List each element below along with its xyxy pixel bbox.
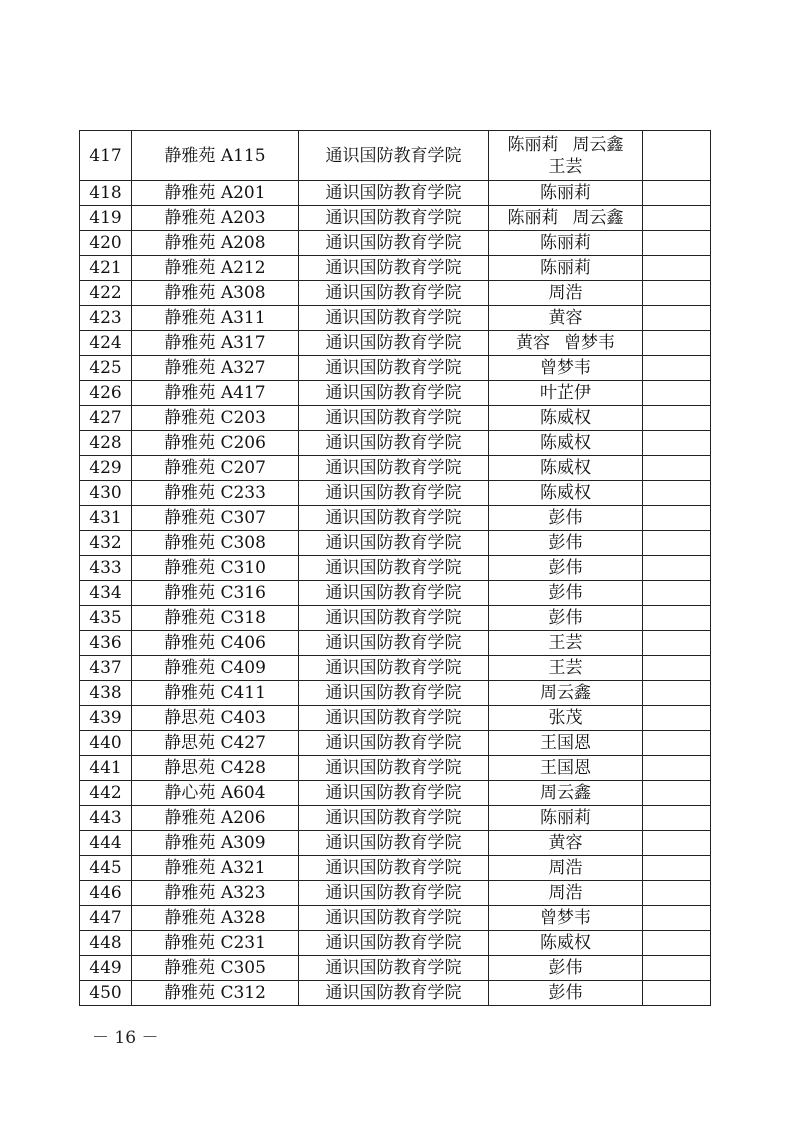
room-cell: 静雅苑 C310 bbox=[132, 556, 299, 581]
staff-name: 陈威权 bbox=[540, 933, 591, 953]
row-number-cell: 424 bbox=[80, 331, 132, 356]
college-cell: 通识国防教育学院 bbox=[299, 306, 489, 331]
table-row bbox=[80, 881, 711, 906]
room-cell: 静雅苑 C316 bbox=[132, 581, 299, 606]
staff-names bbox=[491, 134, 640, 178]
staff-name: 黄容 bbox=[516, 333, 550, 353]
staff-cell bbox=[489, 356, 643, 381]
staff-name: 周云鑫 bbox=[540, 783, 591, 803]
staff-name: 周浩 bbox=[548, 283, 583, 303]
table-row bbox=[80, 181, 711, 206]
staff-cell bbox=[489, 481, 643, 506]
staff-line bbox=[491, 134, 640, 156]
table-row bbox=[80, 506, 711, 531]
table-row bbox=[80, 831, 711, 856]
row-number-cell: 418 bbox=[80, 181, 132, 206]
note-cell bbox=[643, 531, 711, 556]
note-cell bbox=[643, 631, 711, 656]
note-cell bbox=[643, 356, 711, 381]
staff-name: 陈威权 bbox=[540, 433, 591, 453]
staff-cell bbox=[489, 931, 643, 956]
college-cell: 通识国防教育学院 bbox=[299, 631, 489, 656]
table-row bbox=[80, 356, 711, 381]
note-cell bbox=[643, 481, 711, 506]
row-number-cell: 437 bbox=[80, 656, 132, 681]
table-row bbox=[80, 331, 711, 356]
staff-cell bbox=[489, 381, 643, 406]
college-cell: 通识国防教育学院 bbox=[299, 956, 489, 981]
row-number-cell: 422 bbox=[80, 281, 132, 306]
college-cell: 通识国防教育学院 bbox=[299, 356, 489, 381]
college-cell: 通识国防教育学院 bbox=[299, 681, 489, 706]
staff-cell bbox=[489, 681, 643, 706]
row-number-cell: 450 bbox=[80, 981, 132, 1006]
staff-cell bbox=[489, 181, 643, 206]
row-number-cell: 434 bbox=[80, 581, 132, 606]
row-number-cell: 448 bbox=[80, 931, 132, 956]
table-row bbox=[80, 731, 711, 756]
room-cell: 静雅苑 A212 bbox=[132, 256, 299, 281]
note-cell bbox=[643, 556, 711, 581]
staff-name: 周浩 bbox=[548, 858, 583, 878]
staff-cell bbox=[489, 456, 643, 481]
note-cell bbox=[643, 131, 711, 181]
room-cell: 静雅苑 C206 bbox=[132, 431, 299, 456]
staff-name: 周云鑫 bbox=[572, 134, 624, 155]
staff-name: 陈威权 bbox=[540, 458, 591, 478]
note-cell bbox=[643, 231, 711, 256]
note-cell bbox=[643, 181, 711, 206]
table-row bbox=[80, 306, 711, 331]
college-cell: 通识国防教育学院 bbox=[299, 181, 489, 206]
staff-cell bbox=[489, 856, 643, 881]
room-cell: 静雅苑 A308 bbox=[132, 281, 299, 306]
row-number-cell: 436 bbox=[80, 631, 132, 656]
room-cell: 静雅苑 A417 bbox=[132, 381, 299, 406]
staff-cell bbox=[489, 731, 643, 756]
staff-cell bbox=[489, 806, 643, 831]
row-number-cell: 435 bbox=[80, 606, 132, 631]
college-cell: 通识国防教育学院 bbox=[299, 531, 489, 556]
room-cell: 静雅苑 C411 bbox=[132, 681, 299, 706]
room-cell: 静雅苑 A323 bbox=[132, 881, 299, 906]
staff-cell bbox=[489, 656, 643, 681]
college-cell: 通识国防教育学院 bbox=[299, 581, 489, 606]
college-cell: 通识国防教育学院 bbox=[299, 431, 489, 456]
row-number-cell: 449 bbox=[80, 956, 132, 981]
college-cell: 通识国防教育学院 bbox=[299, 206, 489, 231]
note-cell bbox=[643, 331, 711, 356]
table-row bbox=[80, 131, 711, 181]
row-number-cell: 421 bbox=[80, 256, 132, 281]
staff-name: 彭伟 bbox=[548, 608, 583, 628]
table-row bbox=[80, 606, 711, 631]
college-cell: 通识国防教育学院 bbox=[299, 906, 489, 931]
college-cell: 通识国防教育学院 bbox=[299, 381, 489, 406]
room-cell: 静雅苑 C307 bbox=[132, 506, 299, 531]
staff-cell bbox=[489, 206, 643, 231]
staff-name: 陈丽莉 bbox=[540, 258, 591, 278]
college-cell: 通识国防教育学院 bbox=[299, 131, 489, 181]
college-cell: 通识国防教育学院 bbox=[299, 931, 489, 956]
table-row bbox=[80, 256, 711, 281]
table-row bbox=[80, 531, 711, 556]
note-cell bbox=[643, 206, 711, 231]
college-cell: 通识国防教育学院 bbox=[299, 506, 489, 531]
staff-cell bbox=[489, 281, 643, 306]
college-cell: 通识国防教育学院 bbox=[299, 281, 489, 306]
room-cell: 静雅苑 A317 bbox=[132, 331, 299, 356]
table-row bbox=[80, 231, 711, 256]
room-cell: 静雅苑 C409 bbox=[132, 656, 299, 681]
staff-cell bbox=[489, 981, 643, 1006]
college-cell: 通识国防教育学院 bbox=[299, 856, 489, 881]
room-cell: 静雅苑 C233 bbox=[132, 481, 299, 506]
staff-name: 王国恩 bbox=[540, 733, 591, 753]
staff-name: 彭伟 bbox=[548, 583, 583, 603]
staff-cell bbox=[489, 506, 643, 531]
row-number-cell: 430 bbox=[80, 481, 132, 506]
table-row bbox=[80, 706, 711, 731]
row-number-cell: 420 bbox=[80, 231, 132, 256]
college-cell: 通识国防教育学院 bbox=[299, 406, 489, 431]
staff-name: 曾梦韦 bbox=[564, 333, 615, 353]
staff-cell bbox=[489, 631, 643, 656]
row-number-cell: 440 bbox=[80, 731, 132, 756]
table-row bbox=[80, 756, 711, 781]
table-row bbox=[80, 856, 711, 881]
room-cell: 静雅苑 A328 bbox=[132, 906, 299, 931]
note-cell bbox=[643, 756, 711, 781]
row-number-cell: 423 bbox=[80, 306, 132, 331]
college-cell: 通识国防教育学院 bbox=[299, 781, 489, 806]
note-cell bbox=[643, 731, 711, 756]
room-cell: 静雅苑 C203 bbox=[132, 406, 299, 431]
room-cell: 静雅苑 C308 bbox=[132, 531, 299, 556]
staff-name: 张茂 bbox=[548, 708, 583, 728]
table-row bbox=[80, 931, 711, 956]
college-cell: 通识国防教育学院 bbox=[299, 231, 489, 256]
staff-cell bbox=[489, 556, 643, 581]
table-row bbox=[80, 906, 711, 931]
row-number-cell: 446 bbox=[80, 881, 132, 906]
staff-name: 陈丽莉 bbox=[507, 208, 559, 228]
staff-name: 王芸 bbox=[548, 658, 583, 678]
row-number-cell: 445 bbox=[80, 856, 132, 881]
note-cell bbox=[643, 456, 711, 481]
room-cell: 静雅苑 C406 bbox=[132, 631, 299, 656]
room-cell: 静思苑 C403 bbox=[132, 706, 299, 731]
note-cell bbox=[643, 781, 711, 806]
college-cell: 通识国防教育学院 bbox=[299, 831, 489, 856]
note-cell bbox=[643, 431, 711, 456]
room-cell: 静雅苑 C318 bbox=[132, 606, 299, 631]
staff-name: 陈丽莉 bbox=[540, 808, 591, 828]
table-row bbox=[80, 281, 711, 306]
staff-name: 王国恩 bbox=[540, 758, 591, 778]
row-number-cell: 427 bbox=[80, 406, 132, 431]
note-cell bbox=[643, 881, 711, 906]
staff-cell bbox=[489, 956, 643, 981]
row-number-cell: 442 bbox=[80, 781, 132, 806]
table-row bbox=[80, 581, 711, 606]
staff-cell bbox=[489, 606, 643, 631]
staff-name: 周浩 bbox=[548, 883, 583, 903]
row-number-cell: 428 bbox=[80, 431, 132, 456]
table-row bbox=[80, 381, 711, 406]
college-cell: 通识国防教育学院 bbox=[299, 981, 489, 1006]
room-cell: 静雅苑 C312 bbox=[132, 981, 299, 1006]
room-cell: 静思苑 C428 bbox=[132, 756, 299, 781]
room-cell: 静雅苑 A327 bbox=[132, 356, 299, 381]
note-cell bbox=[643, 406, 711, 431]
note-cell bbox=[643, 931, 711, 956]
room-cell: 静雅苑 A311 bbox=[132, 306, 299, 331]
room-cell: 静雅苑 A206 bbox=[132, 806, 299, 831]
row-number-cell: 431 bbox=[80, 506, 132, 531]
staff-name: 周云鑫 bbox=[540, 683, 591, 703]
table-row bbox=[80, 681, 711, 706]
staff-name: 曾梦韦 bbox=[540, 358, 591, 378]
room-cell: 静雅苑 A203 bbox=[132, 206, 299, 231]
staff-name: 彭伟 bbox=[548, 533, 583, 553]
staff-cell bbox=[489, 306, 643, 331]
table-row bbox=[80, 956, 711, 981]
room-cell: 静思苑 C427 bbox=[132, 731, 299, 756]
row-number-cell: 419 bbox=[80, 206, 132, 231]
note-cell bbox=[643, 906, 711, 931]
row-number-cell: 417 bbox=[80, 131, 132, 181]
staff-cell bbox=[489, 881, 643, 906]
college-cell: 通识国防教育学院 bbox=[299, 606, 489, 631]
row-number-cell: 433 bbox=[80, 556, 132, 581]
room-cell: 静雅苑 A309 bbox=[132, 831, 299, 856]
staff-cell bbox=[489, 581, 643, 606]
note-cell bbox=[643, 281, 711, 306]
college-cell: 通识国防教育学院 bbox=[299, 806, 489, 831]
staff-name: 曾梦韦 bbox=[540, 908, 591, 928]
note-cell bbox=[643, 681, 711, 706]
staff-name: 叶芷伊 bbox=[540, 383, 591, 403]
staff-name: 王芸 bbox=[548, 156, 583, 177]
staff-cell bbox=[489, 331, 643, 356]
staff-cell bbox=[489, 906, 643, 931]
staff-name: 彭伟 bbox=[548, 983, 583, 1003]
room-cell: 静雅苑 A201 bbox=[132, 181, 299, 206]
table-row bbox=[80, 981, 711, 1006]
row-number-cell: 432 bbox=[80, 531, 132, 556]
staff-cell bbox=[489, 131, 643, 181]
staff-name: 陈威权 bbox=[540, 483, 591, 503]
table-row bbox=[80, 406, 711, 431]
staff-cell bbox=[489, 431, 643, 456]
room-cell: 静雅苑 C231 bbox=[132, 931, 299, 956]
note-cell bbox=[643, 981, 711, 1006]
staff-cell bbox=[489, 831, 643, 856]
note-cell bbox=[643, 806, 711, 831]
staff-cell bbox=[489, 531, 643, 556]
college-cell: 通识国防教育学院 bbox=[299, 706, 489, 731]
staff-name: 彭伟 bbox=[548, 508, 583, 528]
table-row bbox=[80, 206, 711, 231]
room-cell: 静雅苑 C305 bbox=[132, 956, 299, 981]
staff-name: 黄容 bbox=[548, 833, 583, 853]
room-cell: 静心苑 A604 bbox=[132, 781, 299, 806]
note-cell bbox=[643, 956, 711, 981]
row-number-cell: 439 bbox=[80, 706, 132, 731]
staff-name: 陈丽莉 bbox=[540, 183, 591, 203]
note-cell bbox=[643, 606, 711, 631]
college-cell: 通识国防教育学院 bbox=[299, 481, 489, 506]
college-cell: 通识国防教育学院 bbox=[299, 731, 489, 756]
table-row bbox=[80, 806, 711, 831]
college-cell: 通识国防教育学院 bbox=[299, 256, 489, 281]
row-number-cell: 447 bbox=[80, 906, 132, 931]
row-number-cell: 425 bbox=[80, 356, 132, 381]
college-cell: 通识国防教育学院 bbox=[299, 656, 489, 681]
dormitory-assignment-table bbox=[79, 130, 711, 1006]
staff-cell bbox=[489, 256, 643, 281]
note-cell bbox=[643, 306, 711, 331]
staff-name: 周云鑫 bbox=[572, 208, 624, 228]
table-row bbox=[80, 781, 711, 806]
staff-name: 彭伟 bbox=[548, 958, 583, 978]
table-body bbox=[80, 131, 711, 1006]
staff-name: 王芸 bbox=[548, 633, 583, 653]
staff-name: 陈丽莉 bbox=[507, 134, 559, 155]
college-cell: 通识国防教育学院 bbox=[299, 756, 489, 781]
staff-cell bbox=[489, 706, 643, 731]
staff-name: 陈丽莉 bbox=[540, 233, 591, 253]
table-row bbox=[80, 556, 711, 581]
note-cell bbox=[643, 856, 711, 881]
college-cell: 通识国防教育学院 bbox=[299, 456, 489, 481]
row-number-cell: 438 bbox=[80, 681, 132, 706]
note-cell bbox=[643, 506, 711, 531]
staff-cell bbox=[489, 231, 643, 256]
note-cell bbox=[643, 256, 711, 281]
row-number-cell: 426 bbox=[80, 381, 132, 406]
note-cell bbox=[643, 831, 711, 856]
row-number-cell: 429 bbox=[80, 456, 132, 481]
staff-cell bbox=[489, 756, 643, 781]
table-row bbox=[80, 656, 711, 681]
room-cell: 静雅苑 C207 bbox=[132, 456, 299, 481]
table-row bbox=[80, 481, 711, 506]
table-row bbox=[80, 431, 711, 456]
staff-cell bbox=[489, 781, 643, 806]
staff-name: 陈威权 bbox=[540, 408, 591, 428]
table-row bbox=[80, 456, 711, 481]
college-cell: 通识国防教育学院 bbox=[299, 331, 489, 356]
room-cell: 静雅苑 A321 bbox=[132, 856, 299, 881]
note-cell bbox=[643, 706, 711, 731]
row-number-cell: 443 bbox=[80, 806, 132, 831]
staff-cell bbox=[489, 406, 643, 431]
staff-name: 黄容 bbox=[548, 308, 583, 328]
table-row bbox=[80, 631, 711, 656]
page-number: － 16 － bbox=[92, 1028, 159, 1048]
room-cell: 静雅苑 A115 bbox=[132, 131, 299, 181]
room-cell: 静雅苑 A208 bbox=[132, 231, 299, 256]
row-number-cell: 444 bbox=[80, 831, 132, 856]
staff-line bbox=[491, 156, 640, 178]
staff-name: 彭伟 bbox=[548, 558, 583, 578]
note-cell bbox=[643, 656, 711, 681]
college-cell: 通识国防教育学院 bbox=[299, 556, 489, 581]
note-cell bbox=[643, 381, 711, 406]
row-number-cell: 441 bbox=[80, 756, 132, 781]
note-cell bbox=[643, 581, 711, 606]
college-cell: 通识国防教育学院 bbox=[299, 881, 489, 906]
